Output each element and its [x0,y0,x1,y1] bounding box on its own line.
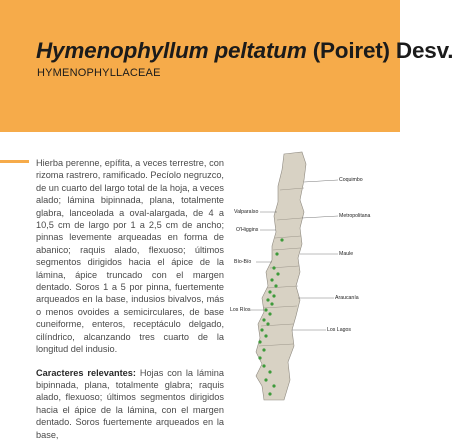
map-label-biobio: Bío-Bío [234,259,252,265]
map-label-maule: Maule [339,251,354,257]
chile-land [256,152,306,400]
map-label-los-lagos: Los Lagos [327,327,351,333]
relevant-text: Hojas con la lámina bipinnada, plana, totalmente glabra; raquis alado, flexuoso; últimos segmentos dirigidos hacia el ápice de la lámina, con el margen dentado. Soros fuertemente arqueados en la base, [36,367,224,440]
section-rule [0,160,29,163]
family-name: HYMENOPHYLLACEAE [37,67,161,79]
description-paragraph: Hierba perenne, epífita, a veces terrestre, con rizoma rastrero, ramificado. Pecíolo negruzco, de un cuarto del largo total de la hoja, a veces alado; lámina bipinnada, plana, totalmente glabra, lanceolada a oval-alargada, de 4 a 10,5 cm de largo por 1 a 2,5 cm de ancho; pinnas levemente arqueadas en forma de abanico; raquis alado, flexuoso; últimos segmentos dirigidos hacia el ápice de la lámina, ápice truncado con el margen dentado. Soros 1 a 5 por pinna, fuertemente arqueados en la base, indusios bivalvos, más o menos ovoides a semicirculares, de base cuneiforme, enteros, receptáculo delgado, cilíndrico, alcanzando tres cuarto de la longitud del indusio. [36,158,224,355]
map-label-araucania: Araucanía [335,295,359,301]
relevant-paragraph [36,367,224,441]
map-label-los-rios: Los Ríos [230,307,251,313]
map-label-ohiggins: O'Higgins [236,227,259,233]
distribution-map [230,150,400,400]
species-name: Hymenophyllum peltatum [36,38,307,63]
species-title [36,38,453,64]
map-label-valparaiso: Valparaíso [234,209,259,215]
species-author: (Poiret) Desv. [312,38,453,63]
map-label-metropolitana: Metropolitana [339,213,371,219]
description-column [36,157,224,441]
chile-map-svg [230,150,400,400]
page-header [0,0,453,132]
relevant-label: Caracteres relevantes: [36,367,136,378]
map-label-coquimbo: Coquimbo [339,177,363,183]
